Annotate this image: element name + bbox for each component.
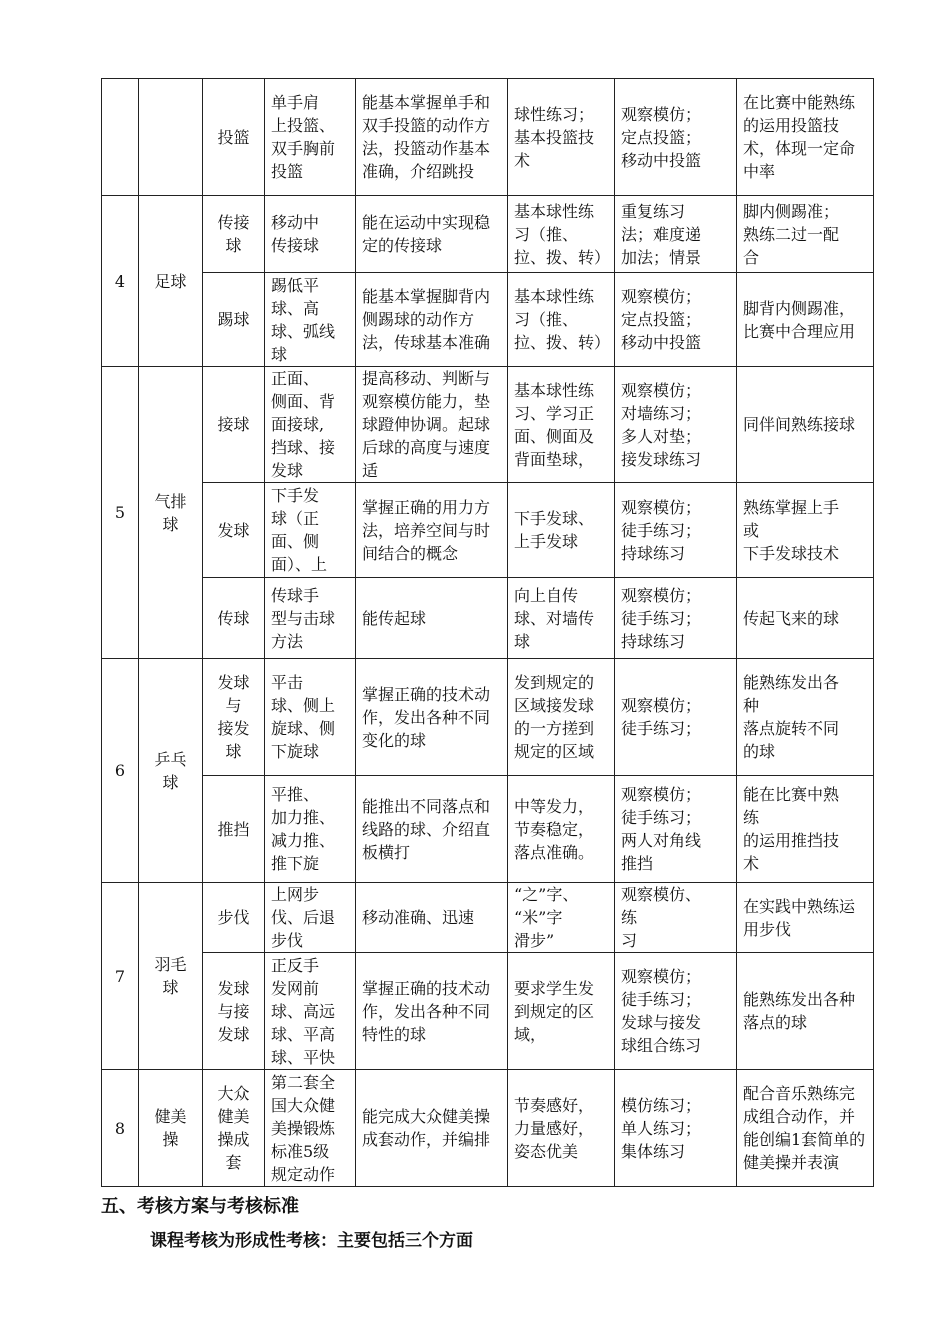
standard-cell: 传起飞来的球 [737, 578, 874, 659]
teaching-cell: 观察模仿； 徒手练习； 持球练习 [615, 578, 737, 659]
method-cell: 基本球性练习（推、拉、拨、转） [508, 196, 615, 273]
sport-cell: 乒乓 球 [139, 659, 203, 883]
goal-cell: 能基本掌握单手和双手投篮的动作方法，投篮动作基本准确，介绍跳投 [356, 79, 508, 196]
table-row [102, 578, 874, 659]
row-number-cell: 8 [102, 1070, 139, 1187]
table-row [102, 1070, 874, 1187]
section-heading: 五、考核方案与考核标准 [101, 1196, 299, 1217]
content-cell: 正面、 侧面、背 面接球, 挡球、接 发球 [265, 367, 356, 483]
goal-cell: 能在运动中实现稳定的传接球 [356, 196, 508, 273]
teaching-cell: 重复练习 法；难度递 加法；情景 [615, 196, 737, 273]
goal-cell: 能基本掌握脚背内侧踢球的动作方法，传球基本准确 [356, 273, 508, 367]
teaching-cell: 观察模仿； 徒手练习； 发球与接发 球组合练习 [615, 953, 737, 1070]
sport-cell: 气排 球 [139, 367, 203, 659]
content-cell: 第二套全 国大众健 美操锻炼 标准5级 规定动作 [265, 1070, 356, 1187]
standard-cell: 同伴间熟练接球 [737, 367, 874, 483]
sport-cell: 健美 操 [139, 1070, 203, 1187]
goal-cell: 移动准确、迅速 [356, 883, 508, 953]
goal-cell: 能传起球 [356, 578, 508, 659]
standard-cell: 配合音乐熟练完成组合动作，并能创编1套简单的健美操并表演 [737, 1070, 874, 1187]
standard-cell: 熟练掌握上手 或 下手发球技术 [737, 483, 874, 578]
teaching-cell: 观察模仿； 徒手练习； 持球练习 [615, 483, 737, 578]
content-cell: 传球手 型与击球 方法 [265, 578, 356, 659]
row-number-cell: 7 [102, 883, 139, 1070]
goal-cell: 掌握正确的用力方法，培养空间与时间结合的概念 [356, 483, 508, 578]
content-cell: 移动中 传接球 [265, 196, 356, 273]
teaching-cell: 观察模仿； 定点投篮； 移动中投篮 [615, 273, 737, 367]
standard-cell: 能在比赛中熟 练 的运用推挡技 术 [737, 776, 874, 883]
teaching-cell: 观察模仿； 徒手练习； 两人对角线 推挡 [615, 776, 737, 883]
method-cell: 节奏感好，力量感好，姿态优美 [508, 1070, 615, 1187]
course-content-table [101, 78, 874, 1187]
item-cell: 推挡 [203, 776, 265, 883]
item-cell: 投篮 [203, 79, 265, 196]
item-cell: 步伐 [203, 883, 265, 953]
teaching-cell: 模仿练习； 单人练习； 集体练习 [615, 1070, 737, 1187]
table-row [102, 883, 874, 953]
assessment-paragraph: 课程考核为形成性考核：主要包括三个方面 [150, 1231, 473, 1251]
standard-cell: 在比赛中能熟练的运用投篮技术，体现一定命中率 [737, 79, 874, 196]
goal-cell: 掌握正确的技术动作，发出各种不同变化的球 [356, 659, 508, 776]
content-cell: 上网步 伐、后退 步伐 [265, 883, 356, 953]
table-row [102, 953, 874, 1070]
teaching-cell: 观察模仿； 定点投篮； 移动中投篮 [615, 79, 737, 196]
row-number-cell: 6 [102, 659, 139, 883]
goal-cell: 能完成大众健美操成套动作，并编排 [356, 1070, 508, 1187]
item-cell: 传球 [203, 578, 265, 659]
sport-cell [139, 79, 203, 196]
standard-cell: 能熟练发出各种落点的球 [737, 953, 874, 1070]
table-row [102, 367, 874, 483]
table-row [102, 196, 874, 273]
method-cell: 向上自传球、对墙传球 [508, 578, 615, 659]
row-number-cell: 5 [102, 367, 139, 659]
teaching-cell: 观察模仿、 练 习 [615, 883, 737, 953]
content-cell: 平击 球、侧上 旋球、侧 下旋球 [265, 659, 356, 776]
item-cell: 发球 与 接发 球 [203, 659, 265, 776]
item-cell: 大众 健美 操成 套 [203, 1070, 265, 1187]
method-cell: 下手发球、上手发球 [508, 483, 615, 578]
content-cell: 踢低平 球、高 球、弧线 球 [265, 273, 356, 367]
item-cell: 接球 [203, 367, 265, 483]
method-cell: 基本球性练习、学习正面、侧面及背面垫球， [508, 367, 615, 483]
method-cell: 球性练习；基本投篮技术 [508, 79, 615, 196]
teaching-cell: 观察模仿； 对墙练习； 多人对垫； 接发球练习 [615, 367, 737, 483]
content-cell: 正反手 发网前 球、高远 球、平高 球、平快 [265, 953, 356, 1070]
item-cell: 传接 球 [203, 196, 265, 273]
row-number-cell [102, 79, 139, 196]
table-row [102, 659, 874, 776]
goal-cell: 能推出不同落点和线路的球、介绍直板横打 [356, 776, 508, 883]
table-row [102, 483, 874, 578]
standard-cell: 脚背内侧踢准，比赛中合理应用 [737, 273, 874, 367]
method-cell: 要求学生发到规定的区域， [508, 953, 615, 1070]
table-row [102, 273, 874, 367]
item-cell: 发球 [203, 483, 265, 578]
goal-cell: 掌握正确的技术动作，发出各种不同特性的球 [356, 953, 508, 1070]
item-cell: 发球 与接 发球 [203, 953, 265, 1070]
sport-cell: 羽毛 球 [139, 883, 203, 1070]
standard-cell: 能熟练发出各 种 落点旋转不同 的球 [737, 659, 874, 776]
standard-cell: 在实践中熟练运用步伐 [737, 883, 874, 953]
content-cell: 单手肩 上投篮、 双手胸前 投篮 [265, 79, 356, 196]
row-number-cell: 4 [102, 196, 139, 367]
table-row [102, 776, 874, 883]
sport-cell: 足球 [139, 196, 203, 367]
goal-cell: 提高移动、判断与观察模仿能力，垫球蹬伸协调。起球后球的高度与速度适 [356, 367, 508, 483]
table-row [102, 79, 874, 196]
method-cell: 基本球性练习（推、拉、拨、转） [508, 273, 615, 367]
method-cell: 发到规定的区域接发球的一方搓到规定的区域 [508, 659, 615, 776]
method-cell: 中等发力，节奏稳定，落点准确。 [508, 776, 615, 883]
item-cell: 踢球 [203, 273, 265, 367]
teaching-cell: 观察模仿； 徒手练习； [615, 659, 737, 776]
content-cell: 平推、 加力推、 减力推、 推下旋 [265, 776, 356, 883]
standard-cell: 脚内侧踢准； 熟练二过一配 合 [737, 196, 874, 273]
content-cell: 下手发 球（正 面、侧 面）、上 [265, 483, 356, 578]
method-cell: “之”字、 “米”字 滑步” [508, 883, 615, 953]
